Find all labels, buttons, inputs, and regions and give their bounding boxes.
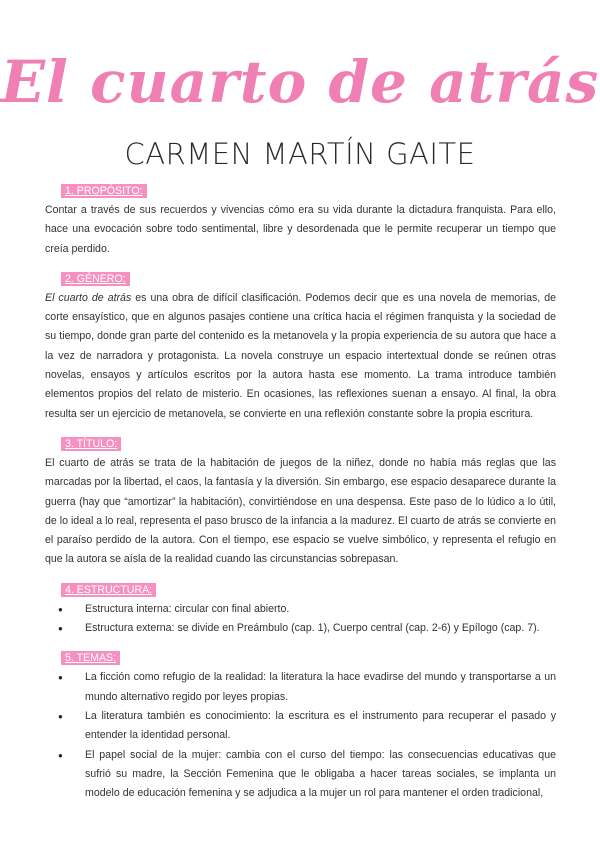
section-heading: 4. ESTRUCTURA: <box>61 581 556 600</box>
section-paragraph: El cuarto de atrás es una obra de difícil clasificación. Podemos decir que es una novela de memorias, de corte ensayístico, que en algunos pasajes contiene una crítica hacia el régimen franquista y la sociedad de su tiempo, donde gran parte del contenido es la metanovela y la propia experiencia de su autora que hace a la vez de narradora y protagonista. La novela construye un espacio intertextual donde se reúnen otras novelas, ensayos y artículos escritos por la autora hasta ese momento. La trama introduce también elementos propios del relato de misterio. En ocasiones, las reflexiones suenan a ensayo. Al final, la obra resulta ser un ejercicio de metanovela, se convierte en una reflexión constante sobre la propia escritura. <box>45 291 556 420</box>
list-item: ● Estructura externa: se divide en Preámbulo (cap. 1), Cuerpo central (cap. 2-6) y Epílogo (cap. 7). <box>45 619 556 638</box>
section-titulo <box>45 435 556 570</box>
document-title: El cuarto de atrás <box>0 48 600 116</box>
book-title-italic: El cuarto de atrás <box>45 291 132 304</box>
section-heading: 3. TÍTULO: <box>61 435 556 454</box>
section-genero <box>45 270 556 424</box>
section-estructura <box>45 581 556 639</box>
list-item: ● La ficción como refugio de la realidad: la literatura la hace evadirse del mundo y transportarse a un mundo alternativo regido por leyes propias. <box>45 668 556 707</box>
document-body <box>45 182 556 814</box>
section-paragraph: Contar a través de sus recuerdos y vivencias cómo era su vida durante la dictadura franquista. Para ello, hace una evocación sobre todo sentimental, libre y desordenada que le permite recuperar un tiempo que creía perdido. <box>45 204 556 255</box>
section-temas <box>45 649 556 803</box>
section-heading: 5. TEMAS: <box>61 649 556 668</box>
section-heading: 2. GÉNERO: <box>61 270 556 289</box>
bullet-list <box>45 600 556 639</box>
bullet-list <box>45 668 556 803</box>
list-item: ● El papel social de la mujer: cambia con el curso del tiempo: las consecuencias educativas que sufrió su madre, la Sección Femenina que le obligaba a hacer tareas sociales, se implanta un modelo de educación femenina y se adjudica a la mujer un rol para mantener el orden tradicional, <box>45 746 556 804</box>
list-item: ● Estructura interna: circular con final abierto. <box>45 600 556 619</box>
author-name: CARMEN MARTÍN GAITE <box>124 137 476 171</box>
section-proposito <box>45 182 556 259</box>
list-item: ● La literatura también es conocimiento: la escritura es el instrumento para recuperar el pasado y entender la identidad personal. <box>45 707 556 746</box>
section-paragraph: El cuarto de atrás se trata de la habitación de juegos de la niñez, donde no había más reglas que las marcadas por la libertad, el caos, la fantasía y la diversión. Sin embargo, ese espacio desaparece durante la guerra (hay que “amortizar” la habitación), convirtiéndose en una despensa. Este paso de lo lúdico a lo útil, de lo ideal a lo real, representa el paso brusco de la infancia a la madurez. El cuarto de atrás se convierte en el paraíso perdido de la autora. Con el tiempo, ese espacio se vuelve simbólico, y representa el refugio en que la autora se aísla de la realidad cuando las circunstancias sobrepasan. <box>45 456 556 566</box>
section-heading: 1. PROPÓSITO: <box>61 182 556 201</box>
